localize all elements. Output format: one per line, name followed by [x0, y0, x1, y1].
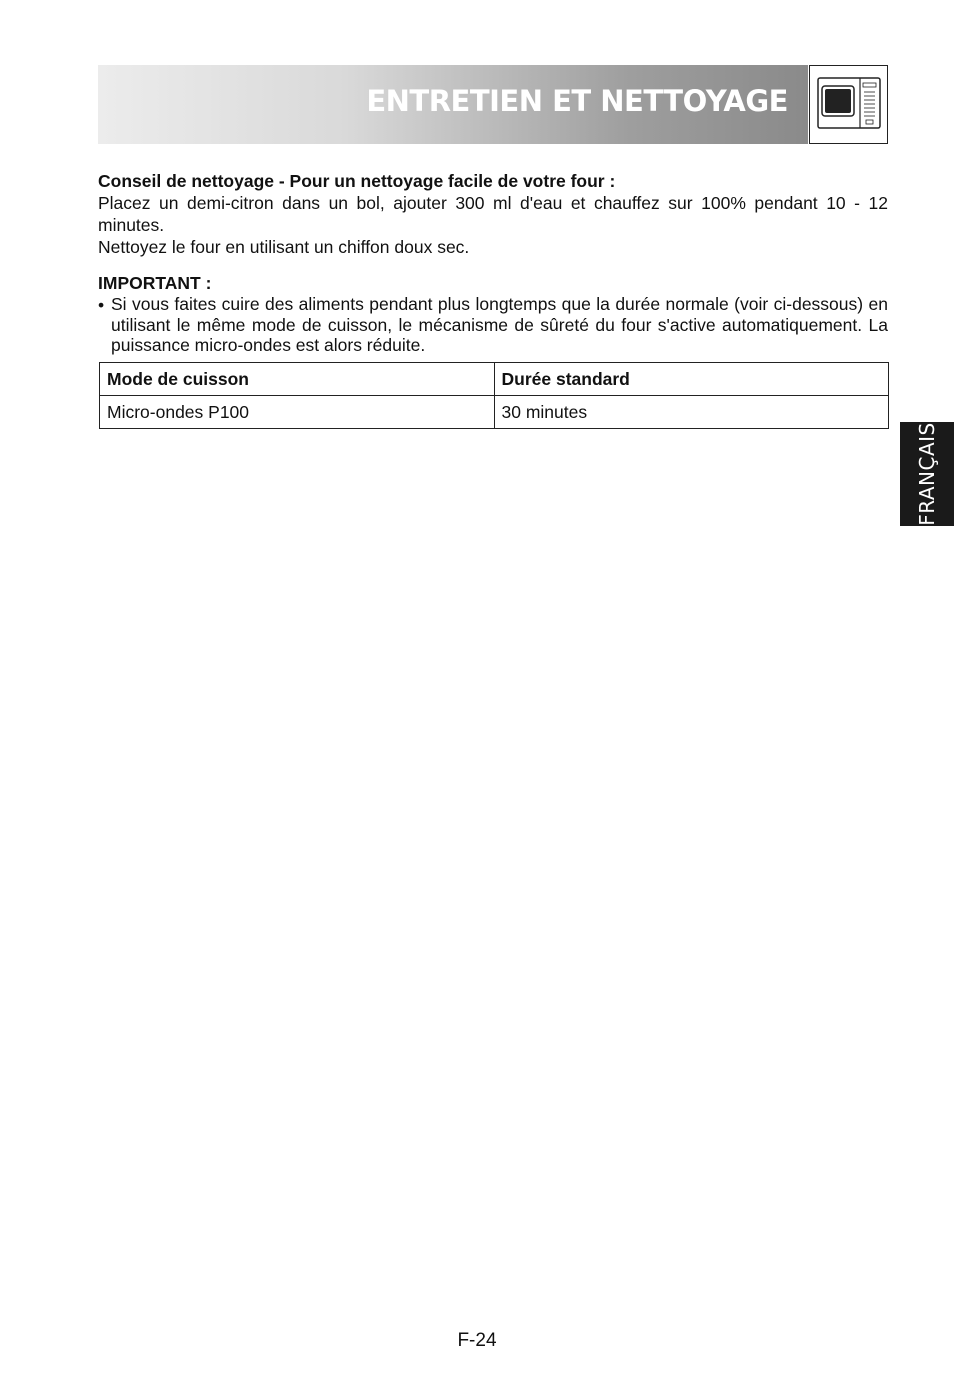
main-content — [98, 170, 888, 356]
table-cell: 30 minutes — [494, 396, 889, 429]
table-row — [100, 396, 889, 429]
section-title: ENTRETIEN ET NETTOYAGE — [366, 84, 788, 118]
table-header-row — [100, 363, 889, 396]
microwave-oven-icon — [809, 65, 888, 144]
tip-heading: Conseil de nettoyage - Pour un nettoyage facile de votre four : — [98, 171, 616, 191]
table-header-cell: Durée standard — [494, 363, 889, 396]
cooking-mode-table — [99, 362, 889, 429]
table-cell: Micro-ondes P100 — [100, 396, 495, 429]
bullet-marker: • — [98, 295, 105, 315]
tip-line-2: Nettoyez le four en utilisant un chiffon doux sec. — [98, 237, 470, 257]
important-bullet-item — [98, 294, 888, 356]
important-text: Si vous faites cuire des aliments pendant plus longtemps que la durée normale (voir ci-dessous) en utilisant le même mode de cuisson, le mécanisme de sûreté du four s'active automatiquement. La puissance micro-ondes est alors réduite. — [111, 294, 888, 355]
tip-line-1: Placez un demi-citron dans un bol, ajouter 300 ml d'eau et chauffez sur 100% pendant 10 - 12 minutes. — [98, 193, 888, 235]
section-header-bar — [98, 65, 808, 144]
table-header-cell: Mode de cuisson — [100, 363, 495, 396]
page-number: F-24 — [457, 1330, 497, 1351]
important-heading: IMPORTANT : — [98, 273, 212, 293]
language-label: FRANÇAIS — [915, 422, 939, 526]
language-side-tab — [900, 422, 954, 526]
